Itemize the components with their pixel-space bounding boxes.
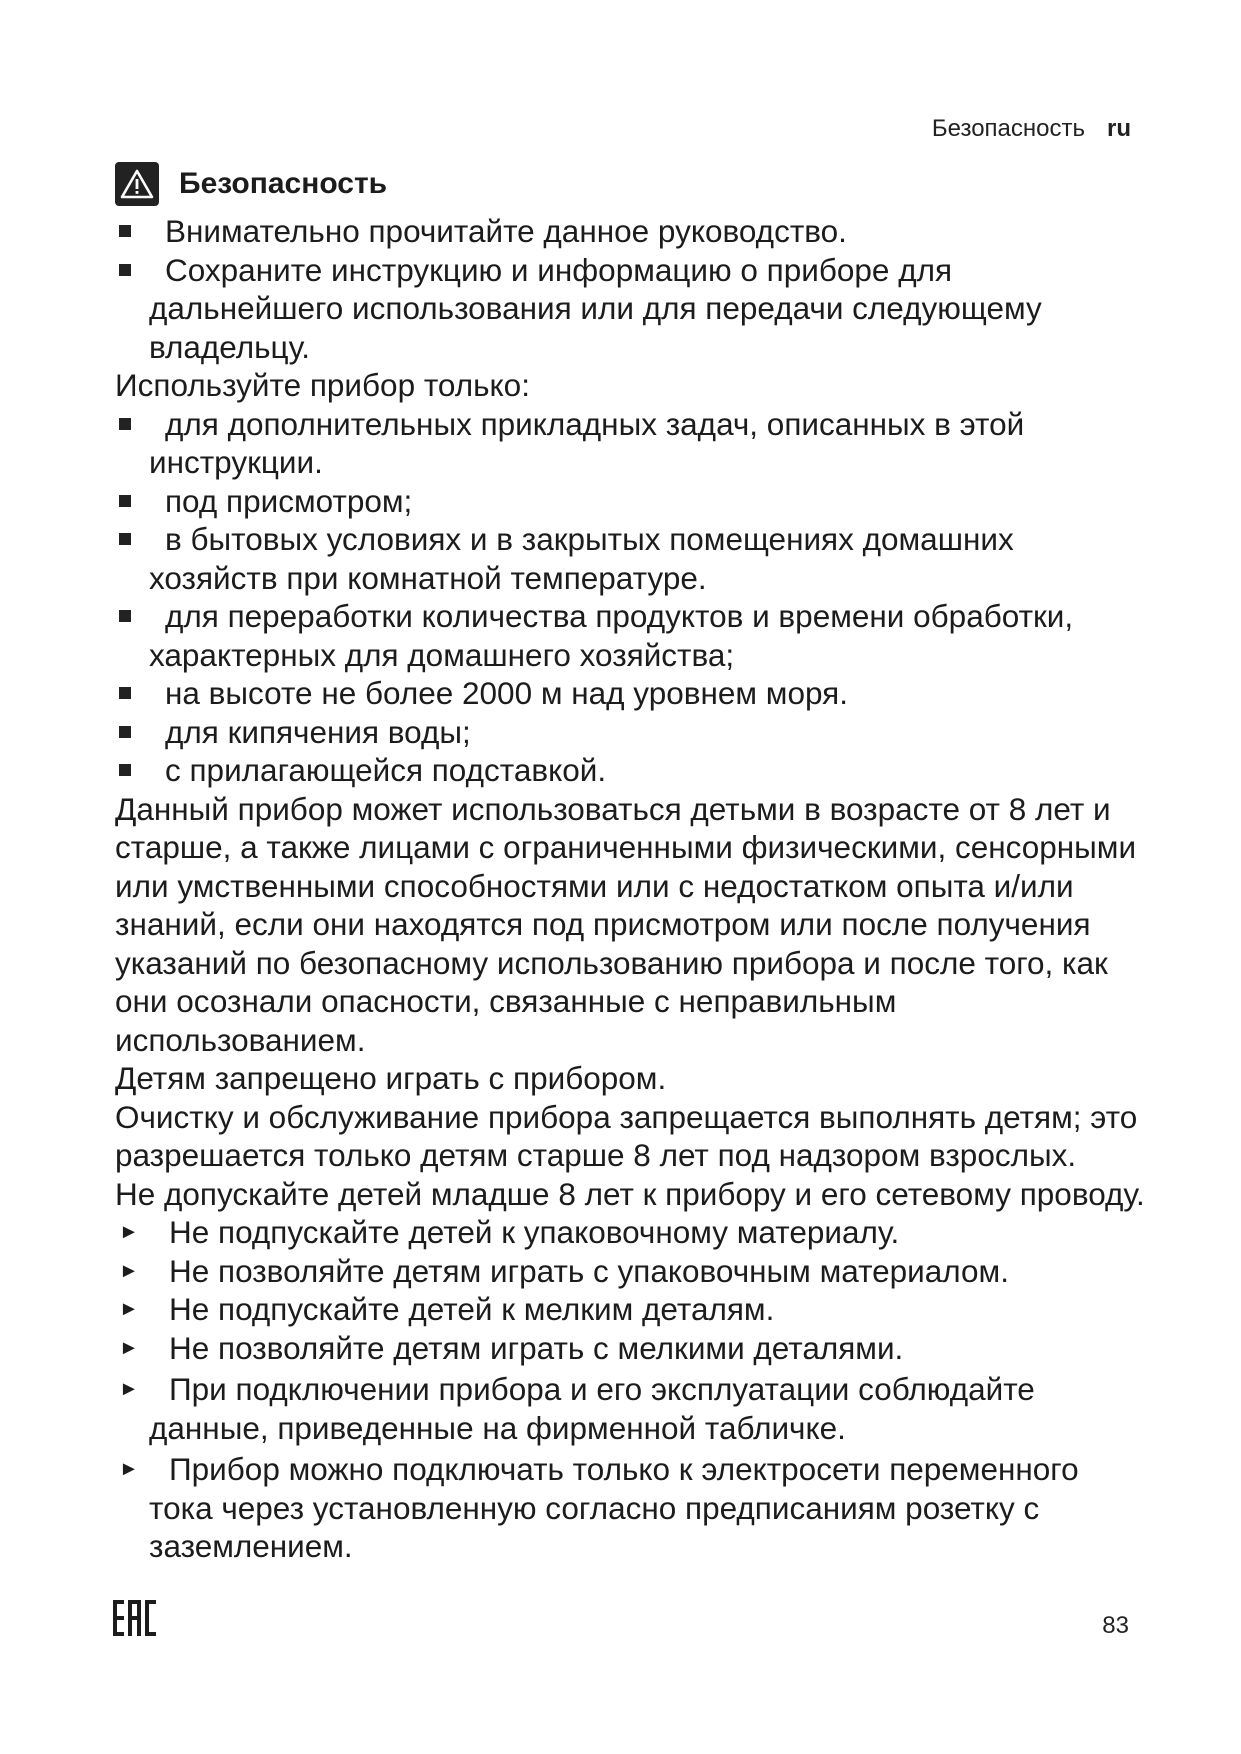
page-number: 83 [1102,1612,1129,1639]
square-bullet-icon [119,726,131,738]
list-item: ► Прибор можно подключать только к электросети переменного тока через установленную согласно предписаниям розетку с заземлением. [119,1451,1079,1564]
list-item: ► При подключении прибора и его эксплуатации соблюдайте данные, приведенные на фирменной табличке. [119,1371,1035,1446]
square-bullet-icon [119,610,131,622]
triangle-right-icon: ► [119,1458,139,1480]
paragraph-cleaning: Очистку и обслуживание прибора запрещается выполнять детям; это разрешается только детям старше 8 лет под надзором взрослых. [115,1098,1138,1173]
list-item: в бытовых условиях и в закрытых помещениях домашних хозяйств при комнатной температуре. [115,520,1145,597]
action-list [115,1213,1145,1566]
document-body [115,160,1145,1566]
list-item: на высоте не более 2000 м над уровнем моря. [115,674,1145,713]
list-item: Сохраните инструкцию и информацию о приборе для дальнейшего использования или для передачи следующему владельцу. [115,251,1145,367]
list-item: под присмотром; [115,482,1145,521]
list-item: ► Не подпускайте детей к упаковочному материалу. [119,1214,900,1250]
list-item: ► Не позволяйте детям играть с упаковочным материалом. [119,1252,1009,1289]
running-head-section: Безопасность [931,115,1085,142]
square-bullet-icon [119,495,131,507]
list-item: для дополнительных прикладных задач, описанных в этой инструкции. [115,405,1145,482]
list-item: для переработки количества продуктов и времени обработки, характерных для домашнего хозяйства; [115,597,1145,674]
paragraph-no-play: Детям запрещено играть с прибором. [115,1060,667,1096]
list-item: ► Не подпускайте детей к мелким деталям. [119,1291,775,1327]
list-item: Внимательно прочитайте данное руководство. [115,212,1145,251]
list-item: для кипячения воды; [115,713,1145,752]
square-bullet-icon [119,418,131,430]
triangle-right-icon: ► [119,1259,139,1282]
section-heading [115,160,1145,208]
square-bullet-icon [119,225,131,237]
usage-heading: Используйте прибор только: [115,367,530,403]
section-title: Безопасность [179,166,388,200]
square-bullet-icon [119,764,131,776]
paragraph-children-supervision: Данный прибор может использоваться детьми в возрасте от 8 лет и старше, а также лицами с ограниченными физическими, сенсорными или умственными способностями или с недостатком опыта и/или знаний, если они находятся под присмотром или после получения указаний по безопасному использованию прибора и после того, как они осознали опасности, связанные с неправильным использованием. [115,790,1137,1058]
triangle-right-icon: ► [119,1298,139,1320]
paragraph-keep-away: Не допускайте детей младше 8 лет к прибору и его сетевому проводу. [115,1175,1145,1212]
square-bullet-icon [119,533,131,545]
list-item: с прилагающейся подставкой. [115,751,1145,790]
square-bullet-icon [119,264,131,276]
triangle-right-icon: ► [119,1221,139,1243]
eac-logo [113,1600,157,1641]
square-bullet-icon [119,687,131,699]
triangle-right-icon: ► [119,1336,139,1359]
intro-list [115,212,1145,366]
triangle-right-icon: ► [119,1378,139,1400]
running-head-lang: ru [1107,115,1131,142]
warning-triangle-icon [115,162,159,206]
usage-list [115,405,1145,790]
running-head [932,115,1131,143]
list-item: ► Не позволяйте детям играть с мелкими деталями. [119,1329,904,1366]
